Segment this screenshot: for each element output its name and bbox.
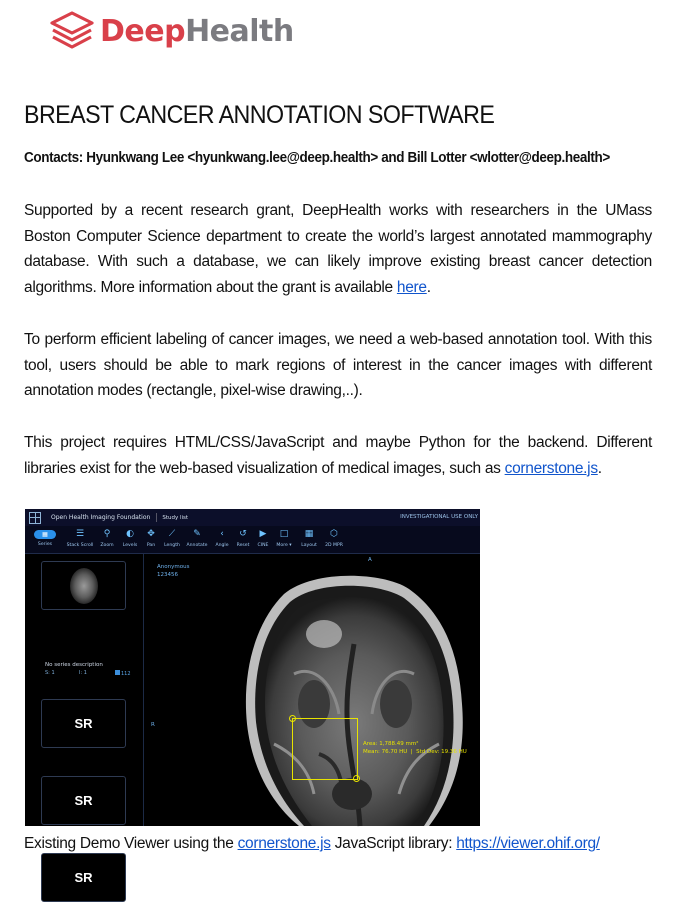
tool-label: 2D MPR xyxy=(325,543,343,548)
series-icon: ▦ xyxy=(34,530,56,539)
patient-info xyxy=(157,563,189,579)
viewer-org-name: Open Health Imaging Foundation xyxy=(51,514,151,521)
tool-label: Annotate xyxy=(186,543,208,548)
grant-link[interactable]: here xyxy=(396,279,427,297)
ohif-viewer-link[interactable]: https://viewer.ohif.org/ xyxy=(456,835,600,852)
cornerstone-link[interactable]: cornerstone.js xyxy=(504,459,598,477)
patient-id: 123456 xyxy=(157,572,178,578)
roi-measurements xyxy=(363,741,467,756)
cube-icon: ⬡ xyxy=(330,529,338,539)
instance-number: I: 1 xyxy=(79,670,87,676)
square-icon: □ xyxy=(279,529,289,539)
orientation-top: A xyxy=(368,557,372,563)
caption-prefix: Existing Demo Viewer using the xyxy=(24,835,238,852)
roi-handle-top-left xyxy=(289,715,296,722)
header-divider xyxy=(156,513,157,522)
tool-annotate xyxy=(183,529,211,548)
paragraph-grant xyxy=(24,198,652,301)
annotate-icon: ✎ xyxy=(193,529,201,539)
paragraph-requirements-end: . xyxy=(597,459,602,477)
pan-icon: ✥ xyxy=(147,529,155,539)
tool-label: Zoom xyxy=(100,543,114,548)
orientation-left: R xyxy=(151,722,155,728)
contacts-line: Contacts: Hyunkwang Lee <hyunkwang.lee@deep.health> and Bill Lotter <wlotter@deep.health> xyxy=(24,150,610,166)
series-meta xyxy=(45,670,131,677)
tool-label: Layout xyxy=(301,543,317,548)
reset-icon: ↺ xyxy=(239,529,247,539)
tool-series xyxy=(31,529,59,547)
grid-icon: ▦ xyxy=(304,529,314,539)
tool-layout xyxy=(295,529,323,548)
stacked-layers-icon xyxy=(48,10,96,52)
tool-2d-mpr xyxy=(320,529,348,548)
deephealth-logo xyxy=(48,8,294,54)
logo-wordmark xyxy=(100,14,294,49)
caption-cornerstone-link[interactable]: cornerstone.js xyxy=(237,835,331,852)
ruler-icon: ⟋ xyxy=(168,529,176,539)
roi-mean: Mean: 76.70 HU xyxy=(363,748,408,755)
video-icon: ▶ xyxy=(259,529,267,539)
tool-label: Length xyxy=(164,543,180,548)
logo-deep: Deep xyxy=(100,13,186,49)
viewport xyxy=(144,554,480,826)
stack-icon xyxy=(115,670,120,675)
stack-scroll-icon: ☰ xyxy=(75,529,85,539)
roi-std: Std Dev: 19.36 HU xyxy=(416,748,467,755)
tool-length xyxy=(158,529,186,548)
mri-brain-image xyxy=(144,554,480,826)
apps-grid-icon xyxy=(29,512,41,524)
viewer-header xyxy=(25,509,480,526)
contrast-icon: ◐ xyxy=(126,529,134,539)
tool-stack-scroll xyxy=(66,529,94,548)
series-description: No series description xyxy=(45,662,103,668)
brain-thumbnail-image xyxy=(70,568,98,604)
sr-thumbnail: SR xyxy=(41,776,126,825)
roi-stats: Mean: 76.70 HU | Std Dev: 19.36 HU xyxy=(363,748,467,755)
tool-more xyxy=(270,529,298,548)
sr-thumbnail: SR xyxy=(41,853,126,902)
paragraph-requirements xyxy=(24,430,652,481)
tool-label: Stack Scroll xyxy=(66,543,94,548)
paragraph-requirements-text: This project requires HTML/CSS/JavaScript and maybe Python for the backend. Different libraries exist for the web-based visualization of medical images, such as xyxy=(24,434,652,477)
sr-thumbnail: SR xyxy=(41,699,126,748)
paragraph-grant-text: Supported by a recent research grant, DeepHealth works with researchers in the UMass Boston Computer Science department to create the world’s largest annotated mammography database. With such a database, we can likely improve existing breast cancer detection algorithms. More information about the grant is available xyxy=(24,202,652,297)
series-thumbnail xyxy=(41,561,126,610)
tool-label: Levels xyxy=(122,543,138,548)
tool-label: More ▾ xyxy=(276,543,292,548)
tool-label: Reset xyxy=(236,543,250,548)
angle-icon: ‹ xyxy=(220,529,224,539)
search-icon: ⚲ xyxy=(103,529,111,539)
tool-label: Series xyxy=(37,542,53,547)
image-count xyxy=(115,670,131,677)
roi-handle-bottom-right xyxy=(353,775,360,782)
tool-label: Angle xyxy=(215,543,229,548)
investigational-notice: INVESTIGATIONAL USE ONLY xyxy=(400,514,478,520)
logo-health: Health xyxy=(185,13,294,49)
roi-area: Area: 1,788.49 mm² xyxy=(363,741,419,747)
series-number: S: 1 xyxy=(45,670,55,676)
image-count-value: 112 xyxy=(121,671,131,677)
rectangle-roi xyxy=(292,718,358,780)
study-list-link: Study list xyxy=(162,514,189,521)
viewer-toolbar xyxy=(25,526,480,554)
tool-label: Pan xyxy=(146,543,156,548)
figure-caption xyxy=(24,835,600,853)
paragraph-tool: To perform efficient labeling of cancer images, we need a web-based annotation tool. With this tool, users should be able to mark regions of interest in the cancer images with different annotation modes (rectangle, pixel-wise drawing,..). xyxy=(24,331,652,400)
page-title: BREAST CANCER ANNOTATION SOFTWARE xyxy=(24,101,495,129)
paragraph-grant-end: . xyxy=(426,279,431,297)
tool-label: CINE xyxy=(257,543,269,548)
caption-middle: JavaScript library: xyxy=(330,835,457,852)
patient-name: Anonymous xyxy=(157,564,190,570)
